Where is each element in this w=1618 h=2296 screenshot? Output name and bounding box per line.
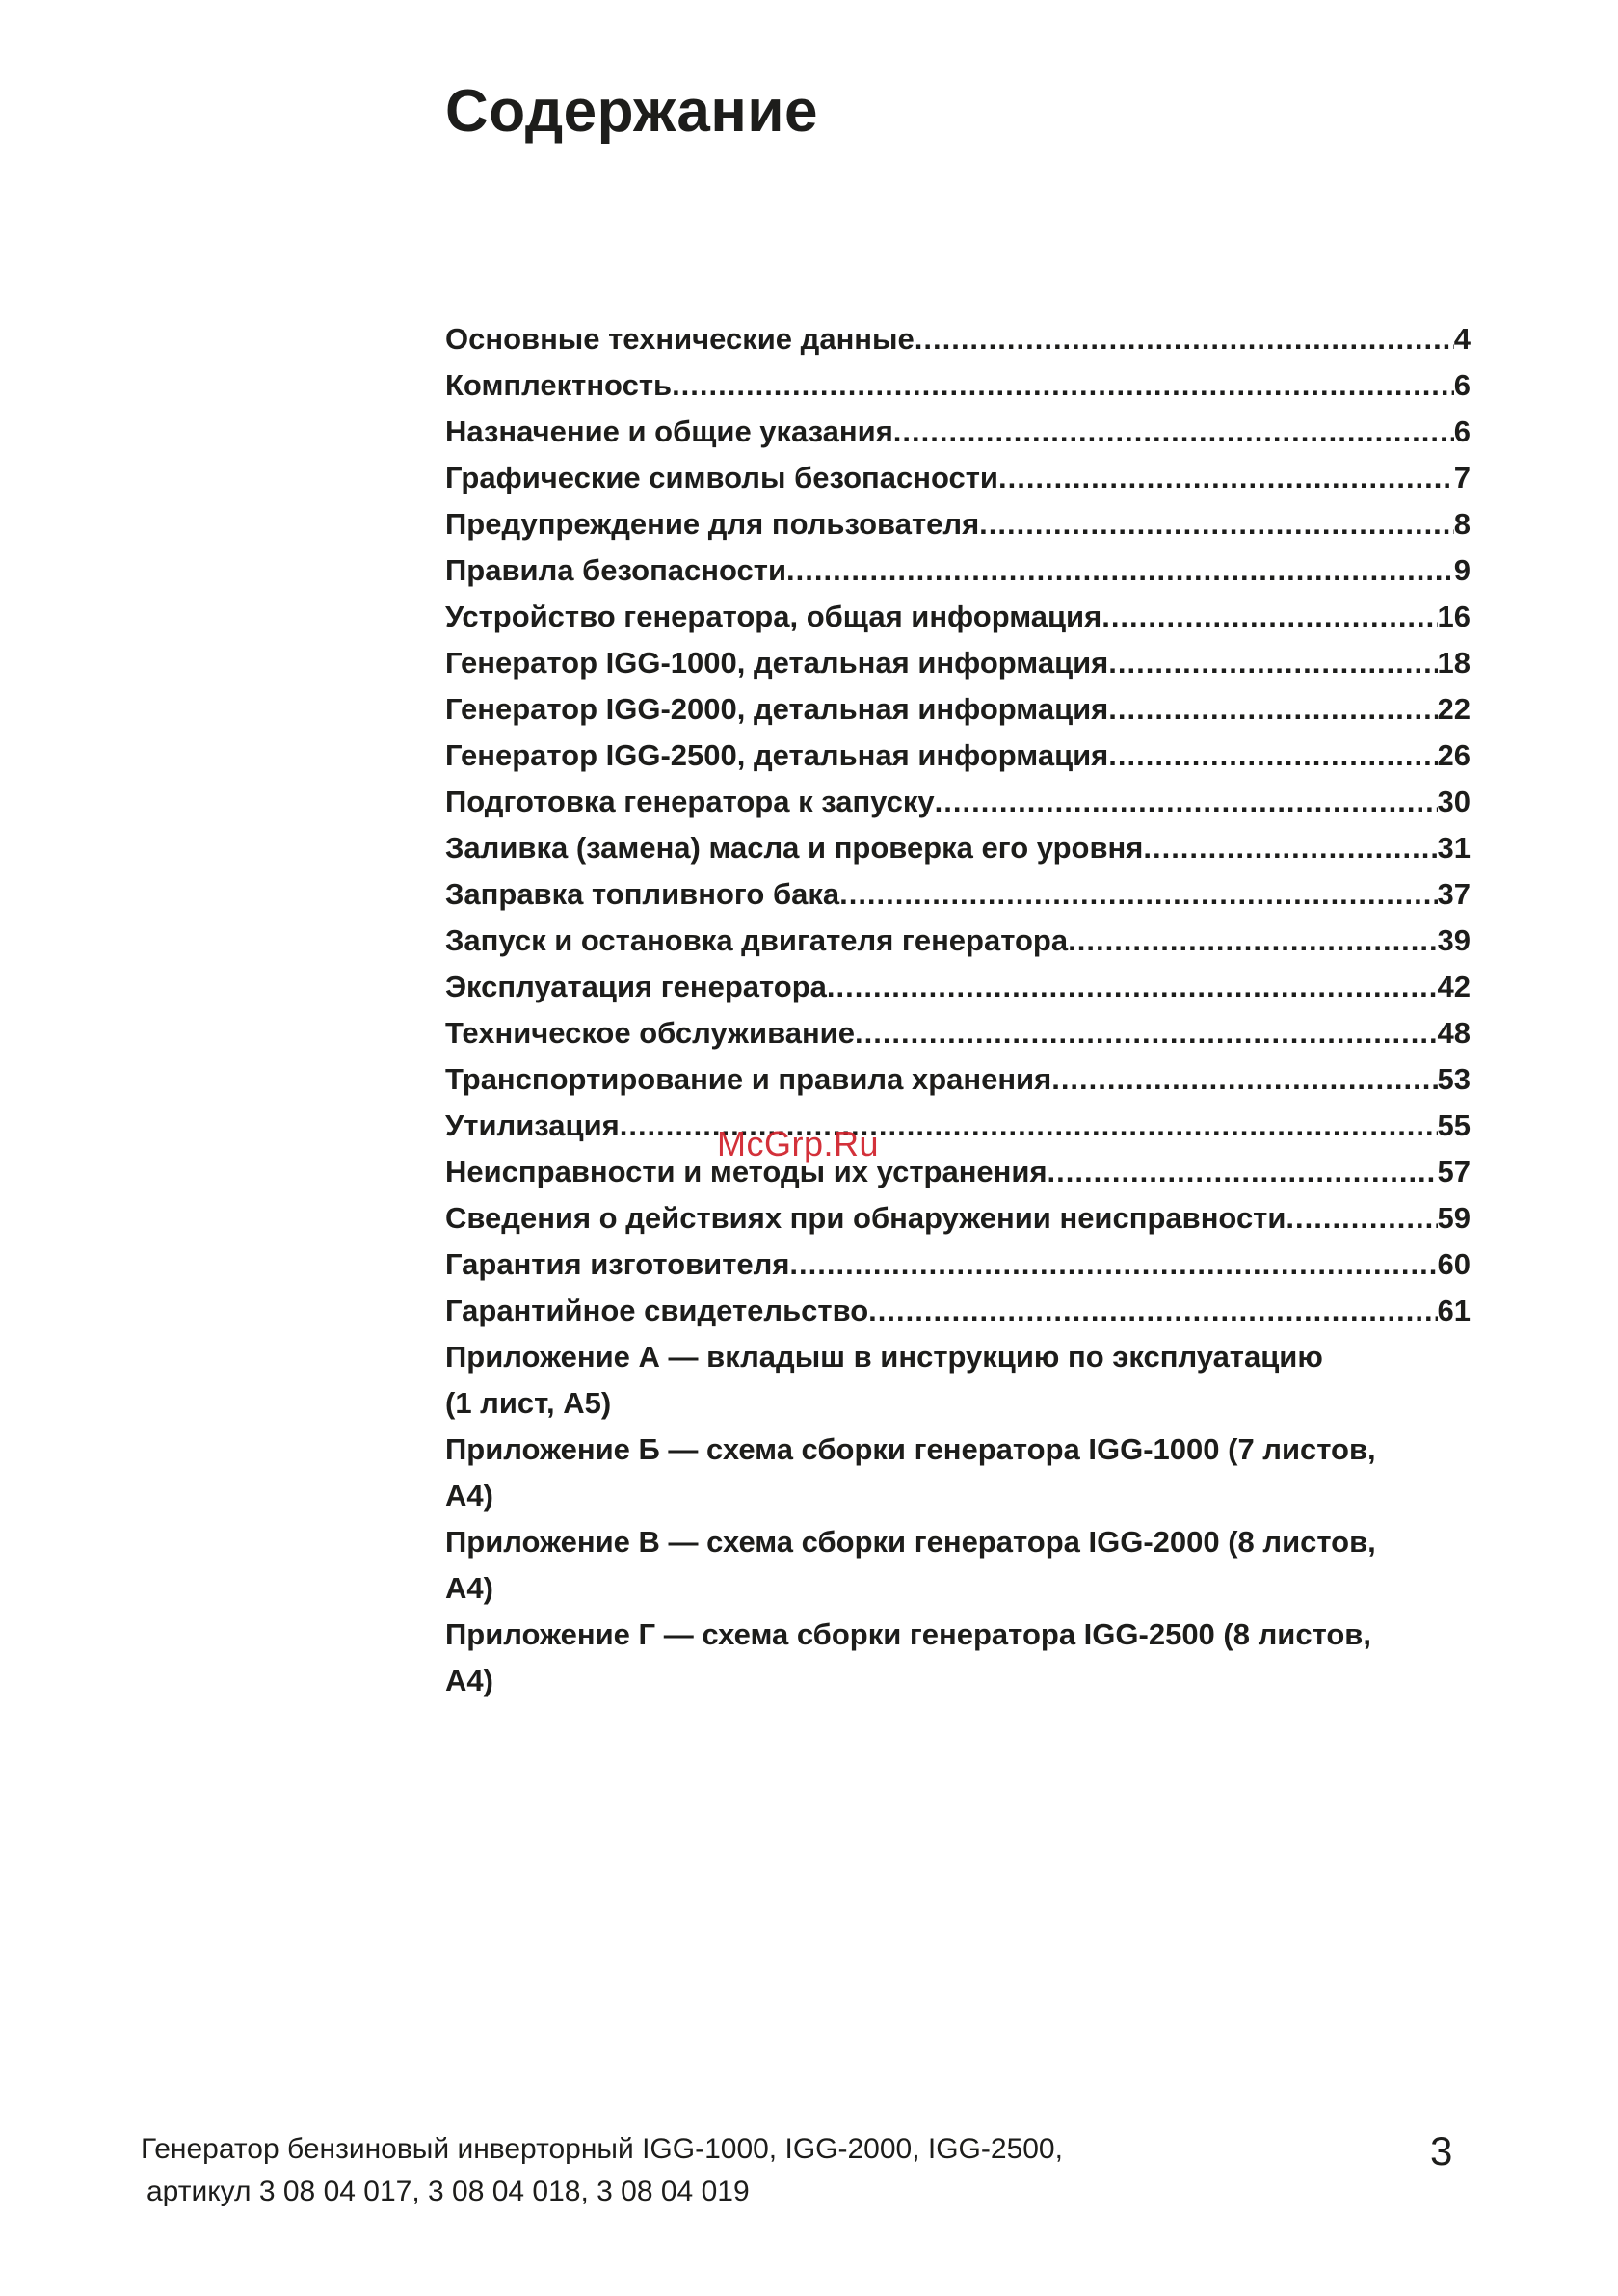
toc-entry-text: Неисправности и методы их устранения: [445, 1155, 1048, 1188]
appendix-line: А4): [445, 1479, 493, 1512]
toc-entry-text: Транспортирование и правила хранения: [445, 1062, 1052, 1096]
toc-leader-dots: [1101, 594, 1437, 640]
toc-entry-page: 22: [1437, 692, 1471, 726]
appendix-line: Приложение А — вкладыш в инструкцию по эксплуатацию: [445, 1340, 1323, 1374]
toc-entry-text: Сведения о действиях при обнаружении неисправности: [445, 1201, 1286, 1235]
toc-entry-text: Утилизация: [445, 1108, 620, 1142]
toc-entry-text: Запуск и остановка двигателя генератора: [445, 923, 1069, 957]
appendix-line: (1 лист, А5): [445, 1386, 612, 1420]
toc-entry-text: Назначение и общие указания: [445, 414, 893, 448]
toc-entry-page: 37: [1437, 877, 1471, 911]
toc-entry[interactable]: [445, 501, 1471, 547]
toc-entry[interactable]: [445, 1149, 1471, 1195]
toc-entry[interactable]: [445, 1195, 1471, 1241]
toc-entry-page: 7: [1453, 461, 1471, 494]
toc-entry-text: Гарантия изготовителя: [445, 1247, 790, 1281]
toc-entry-page: 48: [1437, 1016, 1471, 1050]
toc-entry-page: 16: [1437, 600, 1471, 633]
toc-leader-dots: [1108, 733, 1437, 779]
appendix-line: Приложение В — схема сборки генератора IGG-2000 (8 листов,: [445, 1525, 1376, 1559]
toc-entry[interactable]: [445, 871, 1471, 918]
table-of-contents: [445, 316, 1471, 1704]
toc-leader-dots: [893, 409, 1454, 455]
toc-leader-dots: [1143, 825, 1437, 871]
toc-leader-dots: [827, 964, 1438, 1010]
toc-entry-page: 4: [1453, 322, 1471, 356]
toc-entry[interactable]: [445, 1010, 1471, 1056]
toc-entry-text: Генератор IGG-2000, детальная информация: [445, 692, 1109, 726]
toc-leader-dots: [855, 1010, 1438, 1056]
appendix-line: Приложение Г — схема сборки генератора IGG-2500 (8 листов,: [445, 1617, 1371, 1651]
toc-leader-dots: [839, 871, 1437, 918]
toc-entry-page: 55: [1437, 1108, 1471, 1142]
toc-leader-dots: [935, 779, 1438, 825]
toc-entry[interactable]: [445, 1103, 1471, 1149]
toc-entry-text: Правила безопасности: [445, 553, 787, 587]
appendix-entry[interactable]: [445, 1427, 1471, 1519]
toc-entry[interactable]: [445, 1288, 1471, 1334]
watermark: McGrp.Ru: [717, 1124, 880, 1163]
toc-leader-dots: [979, 501, 1454, 547]
toc-entry[interactable]: [445, 547, 1471, 594]
toc-entry-text: Техническое обслуживание: [445, 1016, 855, 1050]
toc-entry-text: Заливка (замена) масла и проверка его уровня: [445, 831, 1144, 865]
toc-entry[interactable]: [445, 686, 1471, 733]
toc-entry-page: 9: [1453, 553, 1471, 587]
toc-entry[interactable]: [445, 316, 1471, 362]
toc-entry-page: 6: [1453, 414, 1471, 448]
page-title: Содержание: [445, 78, 818, 145]
toc-entry-page: 39: [1437, 923, 1471, 957]
toc-entry-page: 30: [1437, 785, 1471, 818]
toc-entry-text: Заправка топливного бака: [445, 877, 840, 911]
toc-entry-text: Устройство генератора, общая информация: [445, 600, 1102, 633]
toc-entry[interactable]: [445, 455, 1471, 501]
toc-leader-dots: [1051, 1056, 1437, 1103]
toc-entry[interactable]: [445, 1241, 1471, 1288]
toc-leader-dots: [915, 316, 1454, 362]
toc-entry-page: 6: [1453, 368, 1471, 402]
toc-entry[interactable]: [445, 640, 1471, 686]
toc-entry-text: Подготовка генератора к запуску: [445, 785, 935, 818]
page-number: 3: [1430, 2128, 1453, 2174]
toc-entry-text: Предупреждение для пользователя: [445, 507, 980, 541]
toc-entry[interactable]: [445, 1056, 1471, 1103]
appendix-line: А4): [445, 1571, 493, 1605]
toc-entry[interactable]: [445, 918, 1471, 964]
toc-entry[interactable]: [445, 409, 1471, 455]
toc-entry-text: Основные технические данные: [445, 322, 915, 356]
toc-leader-dots: [789, 1241, 1437, 1288]
footer-product-line: Генератор бензиновый инверторный IGG-1000, IGG-2000, IGG-2500,: [141, 2133, 1063, 2165]
toc-entry-text: Гарантийное свидетельство: [445, 1294, 869, 1327]
appendix-entry[interactable]: [445, 1519, 1471, 1612]
toc-entry[interactable]: [445, 594, 1471, 640]
toc-entry-text: Генератор IGG-1000, детальная информация: [445, 646, 1109, 680]
toc-entry[interactable]: [445, 779, 1471, 825]
toc-entry-page: 18: [1437, 646, 1471, 680]
toc-leader-dots: [998, 455, 1454, 501]
footer-article-line: артикул 3 08 04 017, 3 08 04 018, 3 08 04 019: [146, 2176, 750, 2207]
toc-leader-dots: [1108, 640, 1437, 686]
toc-entry-page: 61: [1437, 1294, 1471, 1327]
appendix-line: Приложение Б — схема сборки генератора IGG-1000 (7 листов,: [445, 1432, 1376, 1466]
toc-entry-page: 60: [1437, 1247, 1471, 1281]
toc-leader-dots: [1286, 1195, 1437, 1241]
toc-entry-text: Генератор IGG-2500, детальная информация: [445, 738, 1109, 772]
toc-entry-text: Графические символы безопасности: [445, 461, 998, 494]
toc-entry-page: 42: [1437, 970, 1471, 1003]
toc-leader-dots: [1108, 686, 1437, 733]
toc-leader-dots: [1048, 1149, 1438, 1195]
toc-entry[interactable]: [445, 362, 1471, 409]
toc-leader-dots: [1068, 918, 1437, 964]
toc-leader-dots: [786, 547, 1454, 594]
toc-entry-text: Эксплуатация генератора: [445, 970, 827, 1003]
toc-entry[interactable]: [445, 825, 1471, 871]
footer: [141, 2128, 1063, 2213]
toc-entry-page: 26: [1437, 738, 1471, 772]
appendix-entry[interactable]: [445, 1334, 1471, 1427]
toc-entry-page: 8: [1453, 507, 1471, 541]
toc-leader-dots: [672, 362, 1454, 409]
toc-entry-page: 53: [1437, 1062, 1471, 1096]
appendix-entry[interactable]: [445, 1612, 1471, 1704]
toc-entry-page: 59: [1437, 1201, 1471, 1235]
toc-entry-page: 57: [1437, 1155, 1471, 1188]
toc-entry[interactable]: [445, 733, 1471, 779]
toc-leader-dots: [868, 1288, 1437, 1334]
appendix-line: А4): [445, 1664, 493, 1697]
toc-entry[interactable]: [445, 964, 1471, 1010]
toc-entry-page: 31: [1437, 831, 1471, 865]
toc-entry-text: Комплектность: [445, 368, 673, 402]
